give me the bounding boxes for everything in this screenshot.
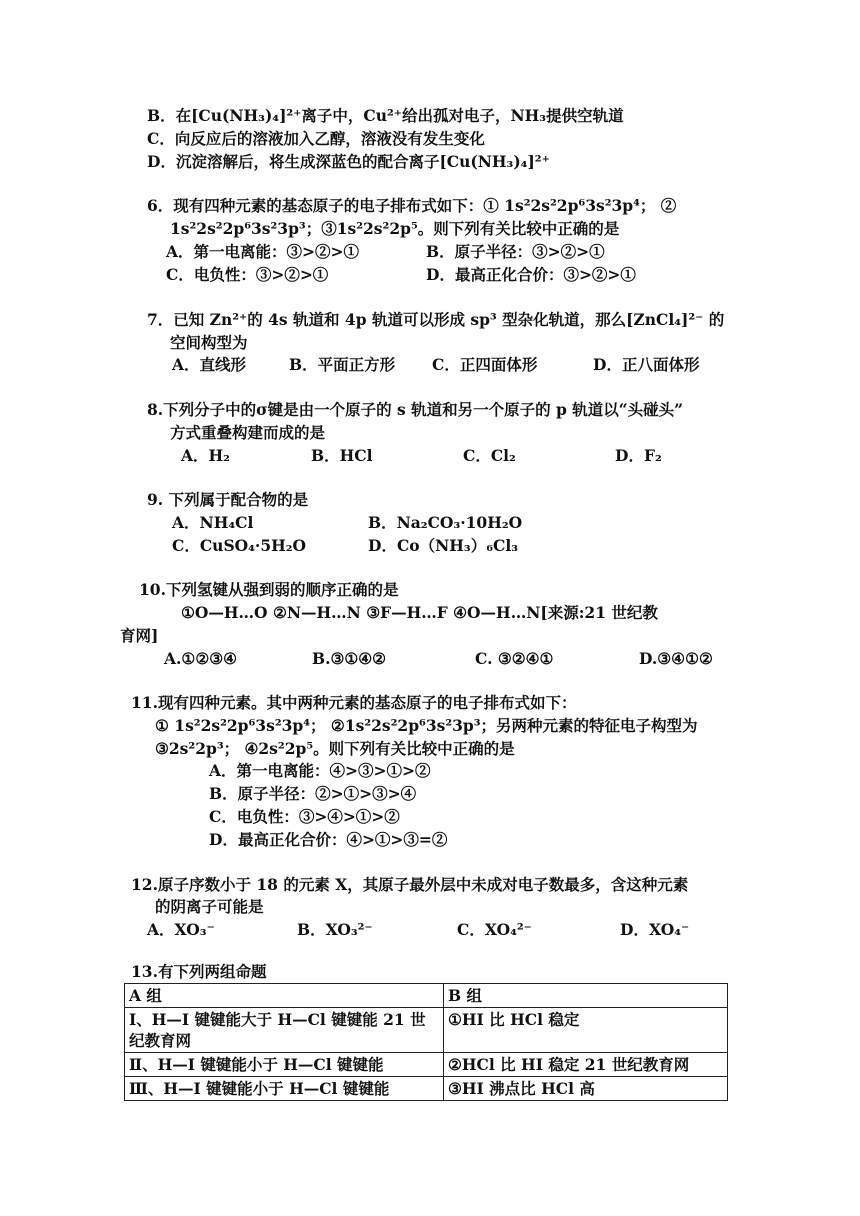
q9-option-a: A．NH₄Cl [172, 513, 254, 532]
q10-line3: 育网] [120, 626, 159, 645]
q12-option-a: A．XO₃⁻ [147, 920, 215, 939]
q6-options-row1 [166, 242, 605, 262]
table-cell: ①HI 比 HCl 稳定 [444, 1008, 728, 1053]
column-header-a: A 组 [125, 984, 444, 1008]
q13-stem: 13.有下列两组命题 [131, 962, 267, 981]
q6-stem-line1: 6．现有四种元素的基态原子的电子排布式如下：① 1s²2s²2p⁶3s²3p⁴； ② [147, 196, 677, 215]
column-header-b: B 组 [444, 984, 728, 1008]
q12-option-b: B．XO₃²⁻ [297, 920, 373, 939]
table-cell: ③HI 沸点比 HCl 高 [444, 1077, 728, 1101]
q8-option-a: A．H₂ [181, 446, 230, 465]
q10-options-row [164, 649, 713, 669]
table-cell: Ⅰ、H—I 键键能大于 H—Cl 键键能 21 世纪教育网 [125, 1008, 444, 1053]
q12-option-d: D．XO₄⁻ [620, 920, 690, 939]
q7-options-row [172, 355, 699, 375]
table-row [125, 1077, 728, 1101]
q10-line2: ①O—H…O ②N—H…N ③F—H…F ④O—H…N[来源:21 世纪教 [181, 603, 658, 622]
q11-option-d: D．最高正化合价：④>①>③=② [209, 830, 448, 849]
q7-option-d: D．正八面体形 [593, 355, 700, 374]
table-cell: Ⅱ、H—I 键键能小于 H—Cl 键键能 [125, 1053, 444, 1077]
q11-line2: ① 1s²2s²2p⁶3s²3p⁴； ②1s²2s²2p⁶3s²3p³；另两种元素的特征电子构型为 [155, 716, 698, 735]
table-cell: Ⅲ、H—I 键键能小于 H—Cl 键键能 [125, 1077, 444, 1101]
q10-option-b: B.③①④② [312, 649, 387, 668]
q12-options-row [147, 920, 689, 940]
q6-option-d: D．最高正化合价：③>②>① [426, 265, 636, 284]
q11-stem: 11.现有四种元素。其中两种元素的基态原子的电子排布式如下： [131, 693, 577, 712]
q8-options-row [181, 446, 662, 466]
q10-stem: 10.下列氢键从强到弱的顺序正确的是 [139, 580, 399, 599]
q9-options-row2 [172, 536, 518, 556]
q9-option-c: C．CuSO₄·5H₂O [172, 536, 307, 555]
q6-option-a: A．第一电离能：③>②>① [166, 242, 360, 261]
q12-stem-line1: 12.原子序数小于 18 的元素 X，其原子最外层中未成对电子数最多，含这种元素 [131, 875, 689, 894]
q9-option-d: D．Co（NH₃）₆Cl₃ [368, 536, 519, 555]
q10-option-a: A.①②③④ [164, 649, 238, 668]
table-cell: ②HCl 比 HI 稳定 21 世纪教育网 [444, 1053, 728, 1077]
q7-option-b: B．平面正方形 [289, 355, 396, 374]
q12-stem-line2: 的阴离子可能是 [155, 897, 264, 916]
q8-stem-line2: 方式重叠构建而成的是 [170, 423, 326, 442]
q5-option-c: C．向反应后的溶液加入乙醇，溶液没有发生变化 [147, 129, 485, 148]
q13-table [124, 983, 728, 1101]
q6-stem-line2: 1s²2s²2p⁶3s²3p³；③1s²2s²2p⁵。则下列有关比较中正确的是 [170, 219, 620, 238]
q9-options-row1 [172, 513, 522, 533]
q6-options-row2 [166, 265, 636, 285]
q9-stem: 9. 下列属于配合物的是 [147, 490, 309, 509]
q6-option-b: B．原子半径：③>②>① [426, 242, 605, 261]
q7-stem-line2: 空间构型为 [170, 333, 248, 352]
q5-option-d: D．沉淀溶解后，将生成深蓝色的配合离子[Cu(NH₃)₄]²⁺ [147, 152, 550, 171]
q8-option-b: B．HCl [311, 446, 373, 465]
table-row [125, 1008, 728, 1053]
q7-option-c: C．正四面体形 [432, 355, 538, 374]
q11-line3: ③2s²2p³； ④2s²2p⁵。则下列有关比较中正确的是 [155, 739, 515, 758]
q11-option-b: B．原子半径：②>①>③>④ [209, 784, 417, 803]
q6-option-c: C．电负性：③>②>① [166, 265, 329, 284]
q11-option-c: C．电负性：③>④>①>② [209, 807, 400, 826]
q11-option-a: A．第一电离能：④>③>①>② [209, 761, 431, 780]
q8-option-c: C．Cl₂ [463, 446, 516, 465]
table-row [125, 1053, 728, 1077]
q10-option-d: D.③④①② [639, 649, 713, 668]
q8-stem-line1: 8.下列分子中的σ键是由一个原子的 s 轨道和另一个原子的 p 轨道以“头碰头” [147, 400, 684, 419]
q7-stem-line1: 7．已知 Zn²⁺的 4s 轨道和 4p 轨道可以形成 sp³ 型杂化轨道，那么[ZnCl₄]²⁻ 的 [147, 310, 725, 329]
q9-option-b: B．Na₂CO₃·10H₂O [368, 513, 523, 532]
q10-option-c: C. ③②④① [475, 649, 554, 668]
q7-option-a: A．直线形 [172, 355, 247, 374]
table-header-row [125, 984, 728, 1008]
q8-option-d: D．F₂ [615, 446, 662, 465]
q5-option-b: B．在[Cu(NH₃)₄]²⁺离子中，Cu²⁺给出孤对电子，NH₃提供空轨道 [147, 106, 624, 125]
q12-option-c: C．XO₄²⁻ [457, 920, 532, 939]
